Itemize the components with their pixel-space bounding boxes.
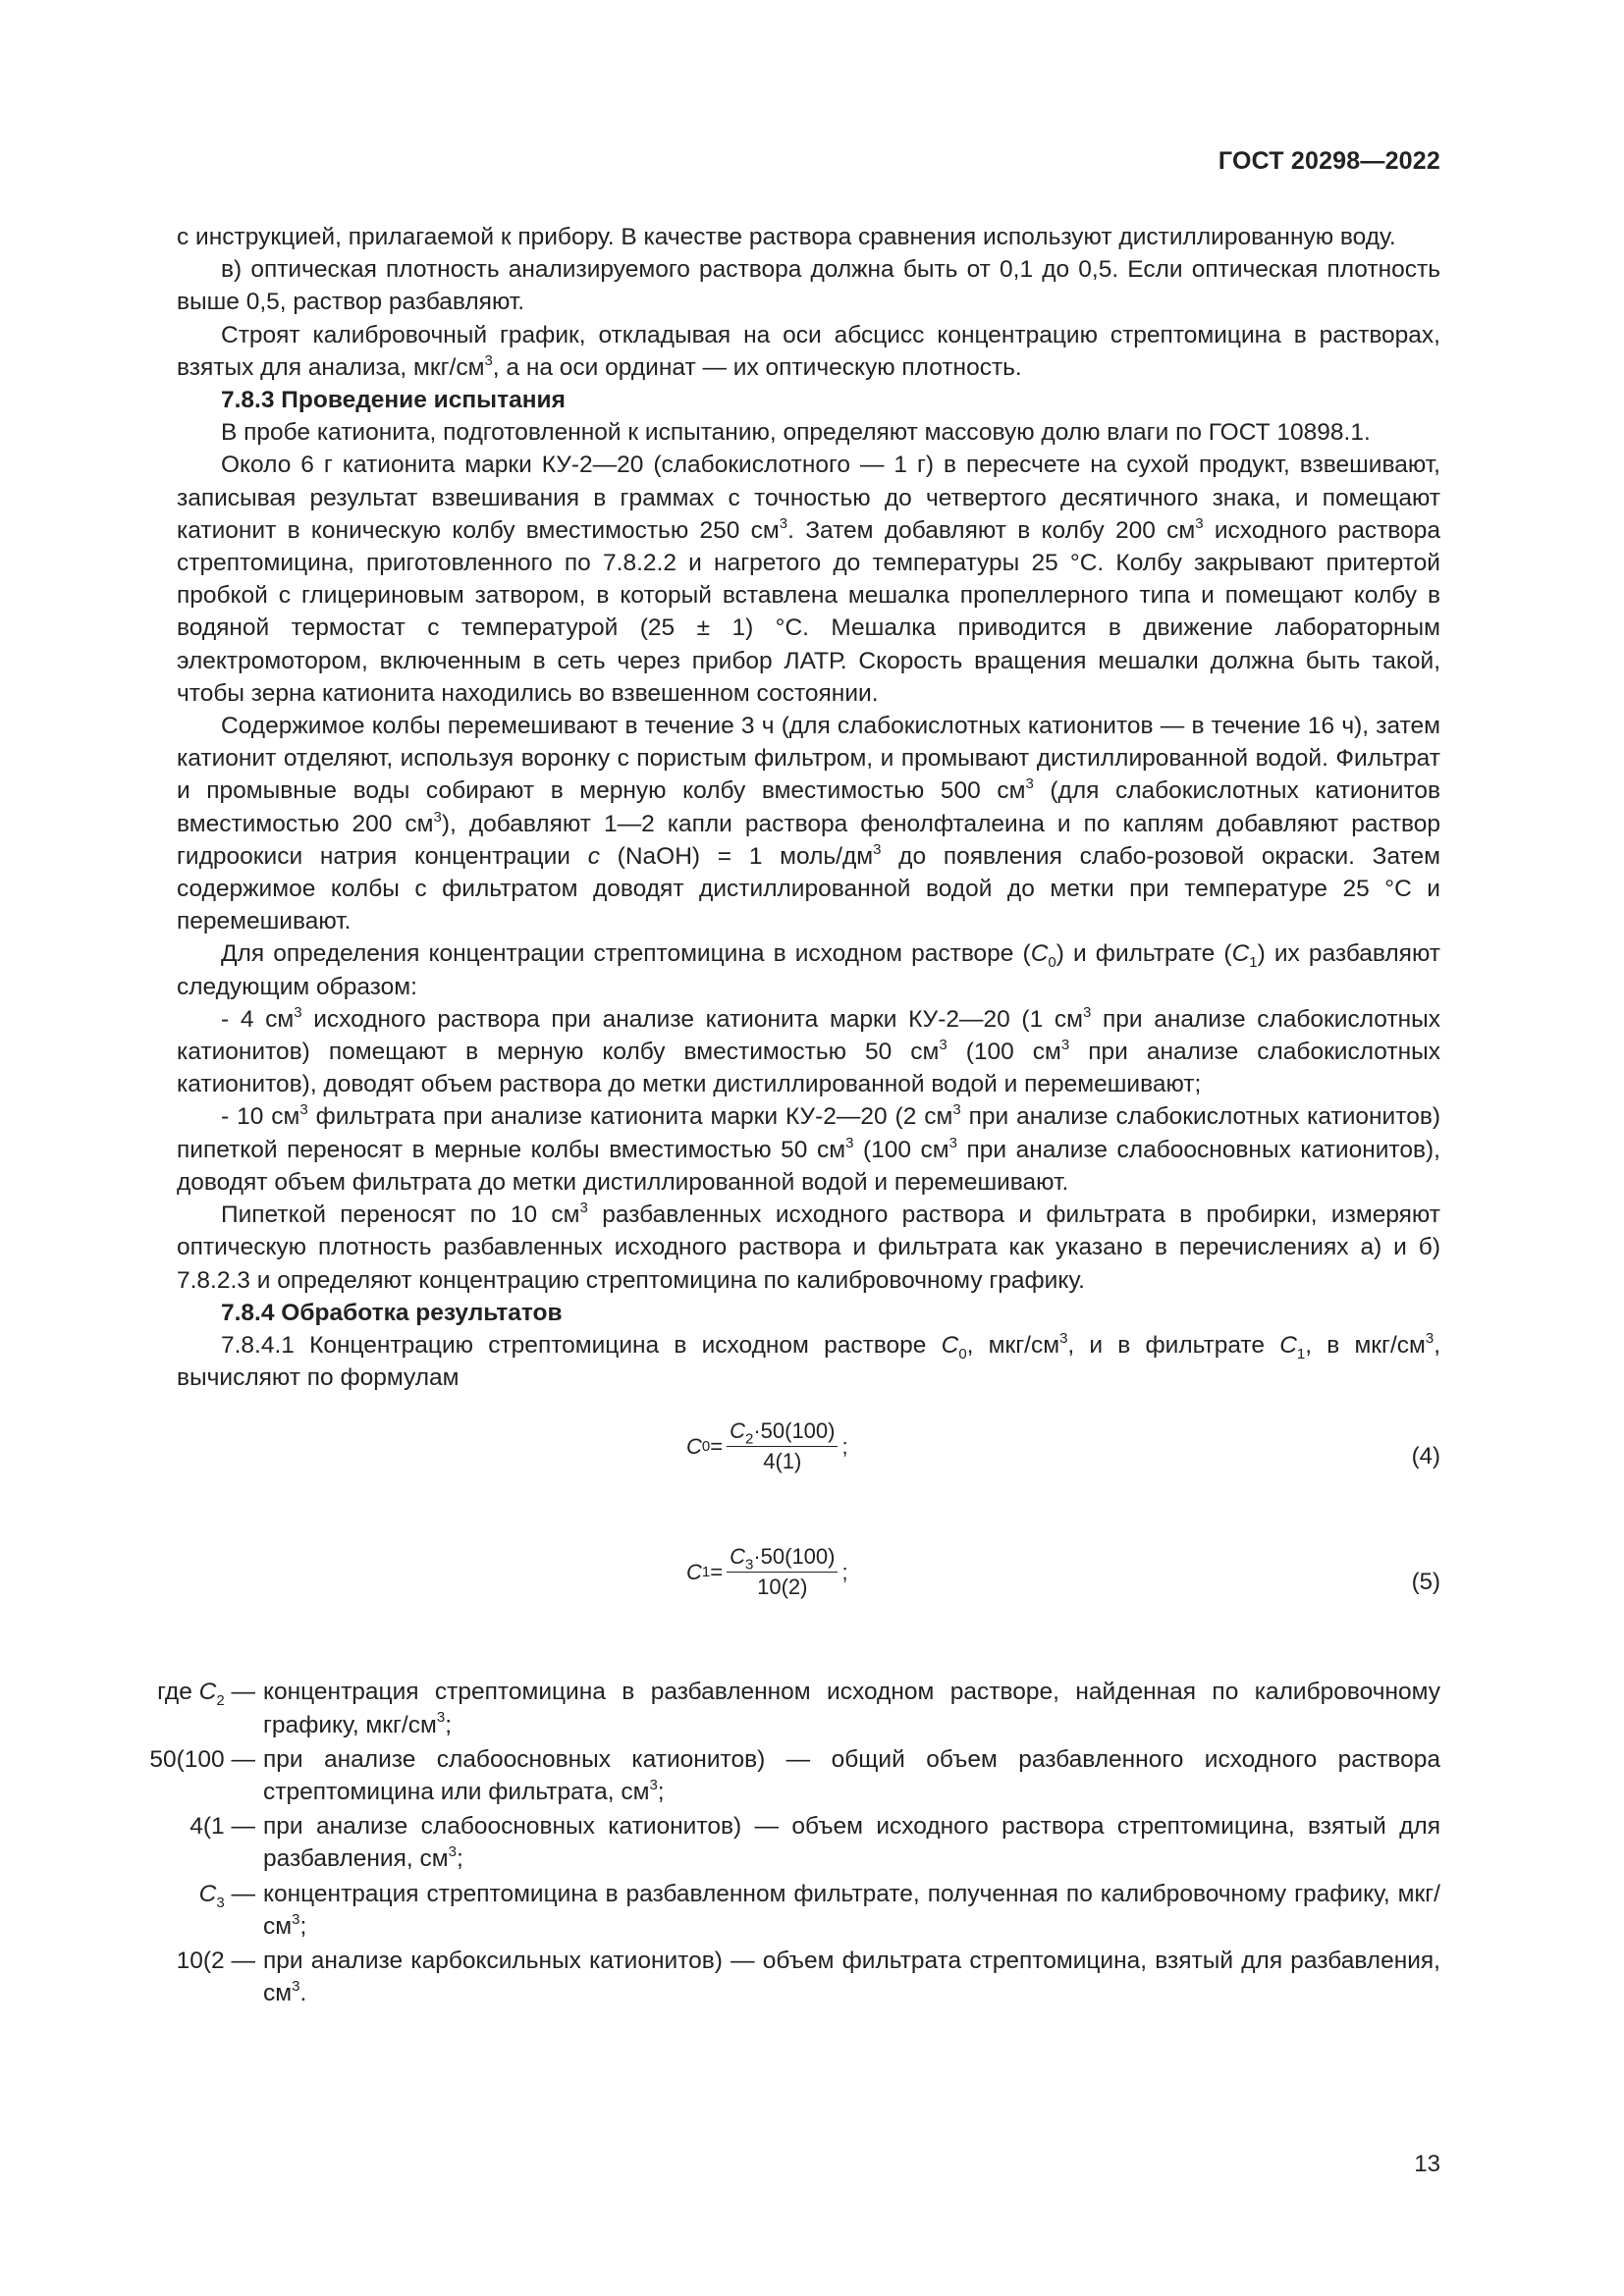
section-heading: 7.8.4 Обработка результатов [221, 1299, 563, 1326]
fraction [727, 1416, 838, 1476]
numerator: $C_3\cdot 50(100)$ [727, 1542, 838, 1573]
equation-number: (5) [1411, 1569, 1440, 1596]
denominator: 4(1) [763, 1449, 802, 1474]
definitions-list [149, 1676, 1440, 2009]
definition-text: при анализе слабоосновных катионитов) — общий объем разбавленного исходного раствора стрептомицина или фильтрата, $см^3$; [263, 1745, 1440, 1805]
definition-text: концентрация стрептомицина в разбавленном фильтрате, полученная по калибровочному графику, мкг/$см^3$; [263, 1880, 1440, 1940]
formula-4 [177, 1416, 1440, 1511]
paragraph: Содержимое колбы перемешивают в течение 3 ч (для слабокислотных катионитов — в течение 16 ч), затем катионит отделяют, используя воронку с пористым фильтром, и промывают дистиллированной водой. Фильтрат и промывные воды собирают в мерную колбу вместимостью 500 $см^3$ (для слабокислотных катионитов вместимостью 200 $см^3$), добавляют 1—2 капли раствора фенолфталеина и по каплям добавляют раствор гидроокиси натрия концентрации c (NaOH) = 1 моль/$дм^3$ до появления слабо-розовой окраски. Затем содержимое колбы с фильтратом доводят дистиллированной водой до метки при температуре 25 °C и перемешивают. [177, 713, 1440, 935]
paragraph: Пипеткой переносят по 10 $см^3$ разбавленных исходного раствора и фильтрата в пробирки, измеряют оптическую плотность разбавленных исходного раствора и фильтрата как указано в перечислениях а) и б) 7.8.2.3 и определяют концентрацию стрептомицина по калибровочному графику. [177, 1199, 1440, 1294]
definition-text: при анализе слабоосновных катионитов) — объем исходного раствора стрептомицина, взятый для разбавления, $см^3$; [263, 1813, 1440, 1873]
definition-text: концентрация стрептомицина в разбавленном исходном растворе, найденная по калибровочному графику, мкг/$см^3$; [263, 1679, 1440, 1738]
section-heading: 7.8.3 Проведение испытания [221, 387, 566, 414]
definition-item [177, 1945, 1440, 2009]
paragraph: Строят калибровочный график, откладывая на оси абсцисс концентрацию стрептомицина в растворах, взятых для анализа, мкг/$см^3$, а на оси ординат — их оптическую плотность. [177, 321, 1440, 381]
paragraph: с инструкцией, прилагаемой к прибору. В качестве раствора сравнения используют дистиллированную воду. [177, 224, 1396, 250]
fraction [727, 1542, 838, 1602]
definition-item [149, 1743, 1440, 1808]
equation-number: (4) [1411, 1443, 1440, 1470]
definition-term: $C_3$ — [198, 1880, 255, 1911]
definition-item [157, 1676, 1440, 1740]
page-content [149, 221, 1441, 2011]
paragraph: 7.8.4.1 Концентрацию стрептомицина в исходном растворе $C_0$, мкг/$см^3$, и в фильтрате $C_1$, в мкг/$см^3$, вычисляют по формулам [177, 1329, 1440, 1392]
definition-text: при анализе карбоксильных катионитов) — объем фильтрата стрептомицина, взятый для разбавления, $см^3$. [263, 1947, 1440, 2007]
definition-term: 50(100 — [149, 1745, 255, 1773]
paragraph: в) оптическая плотность анализируемого раствора должна быть от 0,1 до 0,5. Если оптическая плотность выше 0,5, раствор разбавляют. [177, 256, 1440, 316]
definition-term: 4(1 — [189, 1813, 255, 1841]
list-item: - 10 $см^3$ фильтрата при анализе катионита марки КУ-2—20 (2 $см^3$ при анализе слабокислотных катионитов) пипеткой переносят в мерные колбы вместимостью 50 $см^3$ (100 $см^3$ при анализе слабоосновных катионитов), доводят объем фильтрата до метки дистиллированной водой и перемешивают. [177, 1101, 1440, 1196]
document-header: ГОСТ 20298—2022 [1218, 147, 1440, 175]
denominator: 10(2) [757, 1575, 808, 1600]
formula-5 [177, 1542, 1440, 1636]
definition-item [177, 1878, 1440, 1943]
page-number: 13 [1414, 2151, 1440, 2177]
paragraph: Около 6 г катионита марки КУ-2—20 (слабокислотного — 1 г) в пересчете на сухой продукт, взвешивают, записывая результат взвешивания в граммах с точностью до четвертого десятичного знака, и помещают катионит в коническую колбу вместимостью 250 $см^3$. Затем добавляют в колбу 200 $см^3$ исходного раствора стрептомицина, приготовленного по 7.8.2.2 и нагретого до температуры 25 °C. Колбу закрывают притертой пробкой с глицериновым затвором, в который вставлена мешалка пропеллерного типа и помещают колбу в водяной термостат с температурой (25 ± 1) °C. Мешалка приводится в движение лабораторным электромотором, включенным в сеть через прибор ЛАТР. Скорость вращения мешалки должна быть такой, чтобы зерна катионита находились во взвешенном состоянии. [177, 452, 1440, 707]
formula-body: C 0 = $\frac{C_2\cdot 50(100)}{4(1)}$ ; [686, 1416, 848, 1476]
formula-body: C 1 = $\frac{C_3\cdot 50(100)}{10(2)}$ ; [686, 1542, 848, 1602]
definition-term: 10(2 — [176, 1947, 255, 1974]
numerator: $C_2\cdot 50(100)$ [727, 1416, 838, 1447]
paragraph: Для определения концентрации стрептомицина в исходном растворе $(C_0)$ и фильтрате $(C_1)$ их разбавляют следующим образом: [177, 940, 1441, 1000]
definition-item [177, 1810, 1440, 1875]
paragraph: В пробе катионита, подготовленной к испытанию, определяют массовую долю влаги по ГОСТ 10898.1. [221, 419, 1371, 447]
definition-term: где $C_2$ — [157, 1679, 255, 1710]
list-item: - 4 $см^3$ исходного раствора при анализе катионита марки КУ-2—20 (1 $см^3$ при анализе слабокислотных катионитов) помещают в мерную колбу вместимостью 50 $см^3$ (100 $см^3$ при анализе слабокислотных катионитов), доводят объем раствора до метки дистиллированной водой и перемешивают; [177, 1003, 1440, 1098]
